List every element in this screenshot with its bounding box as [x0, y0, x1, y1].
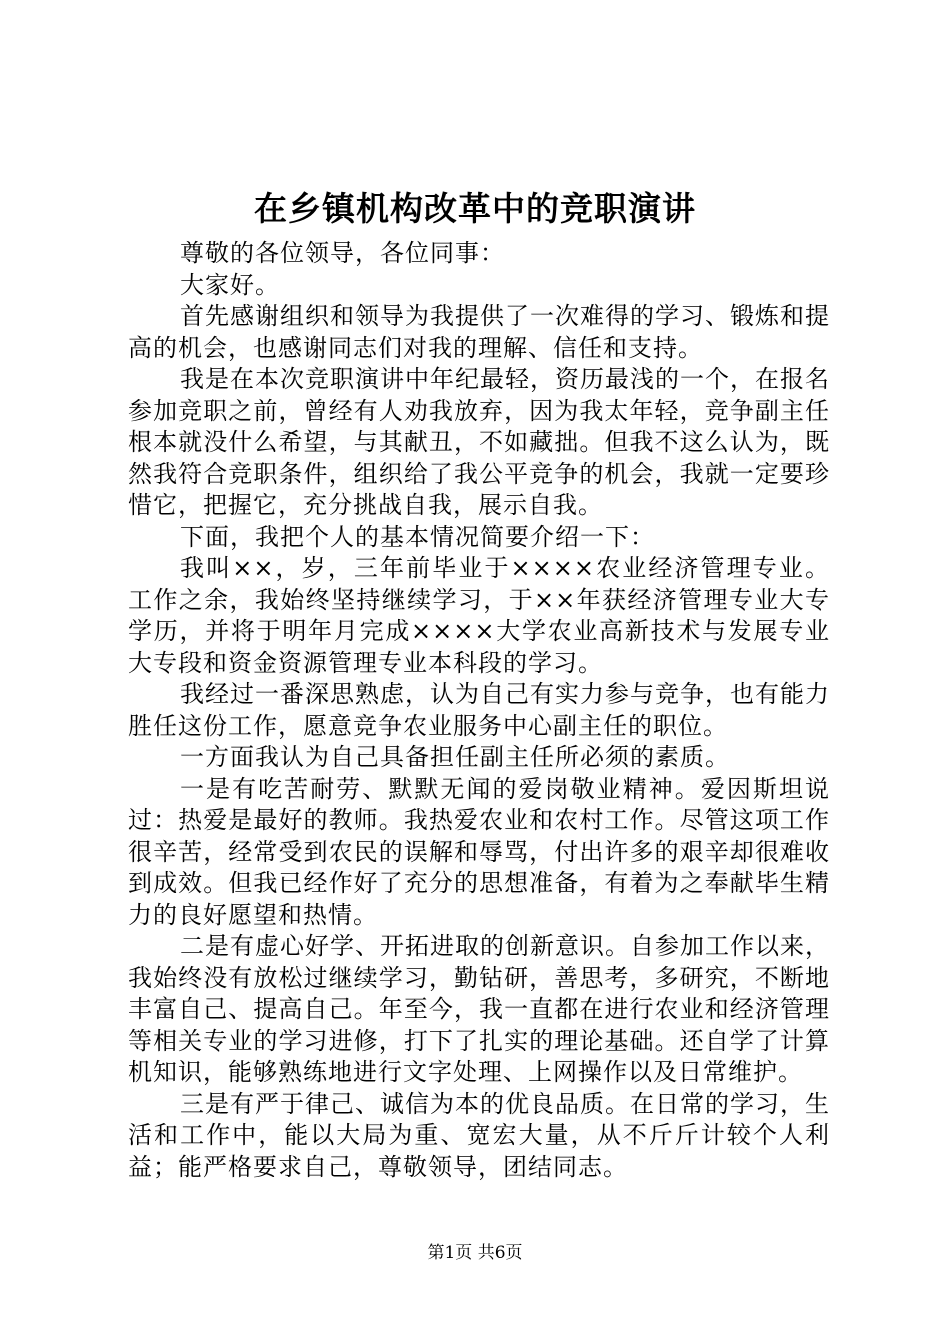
paragraph-qualities-intro: 一方面我认为自己具备担任副主任所必须的素质。 — [180, 743, 730, 771]
paragraph-quality-two: 二是有虚心好学、开拓进取的创新意识。自参加工作以来，我始终没有放松过继续学习，勤钻研，善思考，多研究，不断地丰富自己、提高自己。年至今，我一直都在进行农业和经济管理等相关专业的学习进修，打下了扎实的理论基础。还自学了计算机知识，能够熟练地进行文字处理、上网操作以及日常维护。 — [128, 932, 830, 1086]
paragraph-quality-one: 一是有吃苦耐劳、默默无闻的爱岗敬业精神。爱因斯坦说过：热爱是最好的教师。我热爱农业和农村工作。尽管这项工作很辛苦，经常受到农民的误解和辱骂，付出许多的艰辛却很难收到成效。但我已经作好了充分的思想准备，有着为之奉献毕生精力的良好愿望和热情。 — [128, 774, 830, 929]
paragraph-quality-three: 三是有严于律己、诚信为本的优良品质。在日常的学习，生活和工作中，能以大局为重、宽宏大量，从不斤斤计较个人利益；能严格要求自己，尊敬领导，团结同志。 — [128, 1089, 830, 1181]
document-body — [128, 238, 830, 1183]
paragraph-intro: 下面，我把个人的基本情况简要介绍一下： — [180, 522, 655, 551]
paragraph-motivation: 我是在本次竞职演讲中年纪最轻，资历最浅的一个，在报名参加竞职之前，曾经有人劝我放弃，因为我太年轻，竞争副主任根本就没什么希望，与其献丑，不如藏拙。但我不这么认为，既然我符合竞职条件，组织给了我公平竞争的机会，我就一定要珍惜它，把握它，充分挑战自我，展示自我。 — [128, 365, 830, 519]
page-footer: 第1页 共6页 — [427, 1243, 523, 1263]
paragraph-background: 我叫××，岁，三年前毕业于××××农业经济管理专业。工作之余，我始终坚持继续学习，于××年获经济管理专业大专学历，并将于明年月完成××××大学农业高新技术与发展专业大专段和资金资源管理专业本科段的学习。 — [128, 554, 830, 677]
paragraph-thanks: 首先感谢组织和领导为我提供了一次难得的学习、锻炼和提高的机会，也感谢同志们对我的理解、信任和支持。 — [128, 302, 830, 362]
document-title: 在乡镇机构改革中的竞职演讲 — [254, 189, 696, 228]
paragraph-salutation: 尊敬的各位领导，各位同事： — [180, 239, 505, 267]
paragraph-greeting: 大家好。 — [180, 270, 280, 299]
paragraph-decision: 我经过一番深思熟虑，认为自己有实力参与竞争，也有能力胜任这份工作，愿意竞争农业服务中心副主任的职位。 — [128, 680, 830, 740]
